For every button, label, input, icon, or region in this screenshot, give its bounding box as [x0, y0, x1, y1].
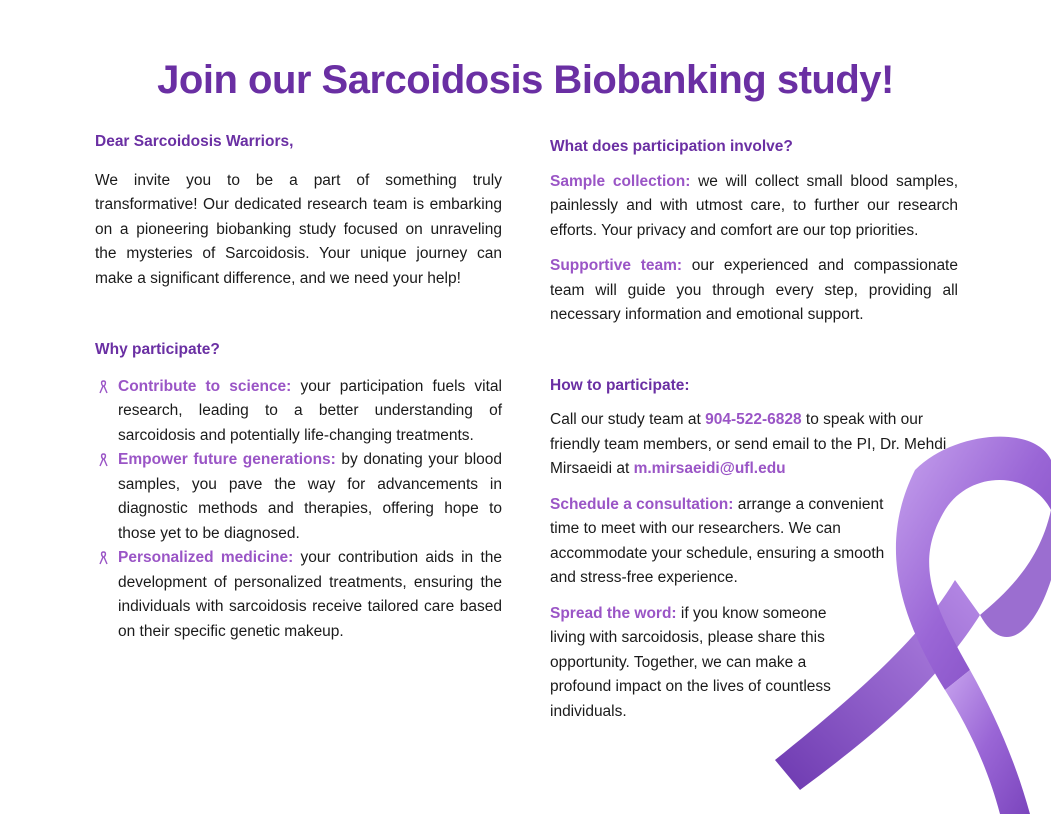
how-heading: How to participate:	[550, 376, 690, 394]
list-item	[95, 448, 502, 546]
sample-text: we will collect small blood samples, painlessly and with utmost care, to further our research efforts. Your privacy and comfort are our top priorities.	[550, 172, 958, 239]
email-link[interactable]: m.mirsaeidi@ufl.edu	[633, 460, 786, 477]
page-title: Join our Sarcoidosis Biobanking study!	[157, 58, 894, 102]
schedule-lead: Schedule a consultation:	[550, 495, 734, 513]
support-lead: Supportive team:	[550, 257, 683, 274]
intro-paragraph: We invite you to be a part of something truly transformative! Our dedicated research team is embarking on a pioneering biobanking study focused on unraveling the mysteries of Sarcoidosis. Your unique journey can make a significant difference, and we need your help!	[95, 171, 502, 287]
sample-lead: Sample collection:	[550, 172, 691, 190]
schedule-paragraph	[550, 493, 910, 591]
list-item	[95, 546, 502, 644]
spread-text: if you know someone living with sarcoidosis, please share this opportunity. Together, we can make a profound impact on the lives of countless individuals.	[550, 604, 831, 720]
bullet-text: by donating your blood samples, you pave the way for advancements in diagnostic methods and therapies, offering hope to those yet to be diagnosed.	[118, 451, 502, 542]
sample-collection-paragraph	[550, 170, 958, 244]
phone-link[interactable]: 904-522-6828	[705, 411, 802, 428]
right-column	[550, 135, 958, 724]
contact-paragraph	[550, 408, 958, 482]
contact-pre: Call our study team at	[550, 411, 706, 428]
greeting: Dear Sarcoidosis Warriors,	[95, 133, 294, 150]
bullet-text: your contribution aids in the development of personalized treatments, ensuring the individuals with sarcoidosis receive tailored care based on their specific genetic makeup.	[118, 549, 502, 640]
list-item	[95, 375, 502, 449]
bullet-text: your participation fuels vital research, leading to a better understanding of sarcoidosis and potentially life-changing treatments.	[118, 377, 502, 444]
ribbon-bullet-icon	[99, 453, 108, 467]
bullet-lead: Personalized medicine:	[118, 549, 294, 566]
spread-lead: Spread the word:	[550, 604, 677, 622]
left-column	[95, 130, 502, 644]
bullet-lead: Contribute to science:	[118, 377, 292, 395]
support-text: our experienced and compassionate team will guide you through every step, providing all necessary information and emotional support.	[550, 257, 958, 323]
spread-word-paragraph	[550, 602, 855, 725]
supportive-team-paragraph	[550, 254, 958, 328]
contact-mid: to speak with our friendly team members, or send email to the PI, Dr. Mehdi Mirsaeidi at	[550, 411, 947, 477]
why-participate-heading: Why participate?	[95, 341, 220, 358]
involve-heading: What does participation involve?	[550, 138, 793, 155]
ribbon-bullet-icon	[99, 551, 108, 565]
benefit-list	[95, 375, 502, 645]
ribbon-bullet-icon	[99, 380, 108, 394]
bullet-lead: Empower future generations:	[118, 451, 336, 468]
schedule-text: arrange a convenient time to meet with our researchers. We can accommodate your schedule, ensuring a smooth and stress-free experience.	[550, 495, 885, 586]
